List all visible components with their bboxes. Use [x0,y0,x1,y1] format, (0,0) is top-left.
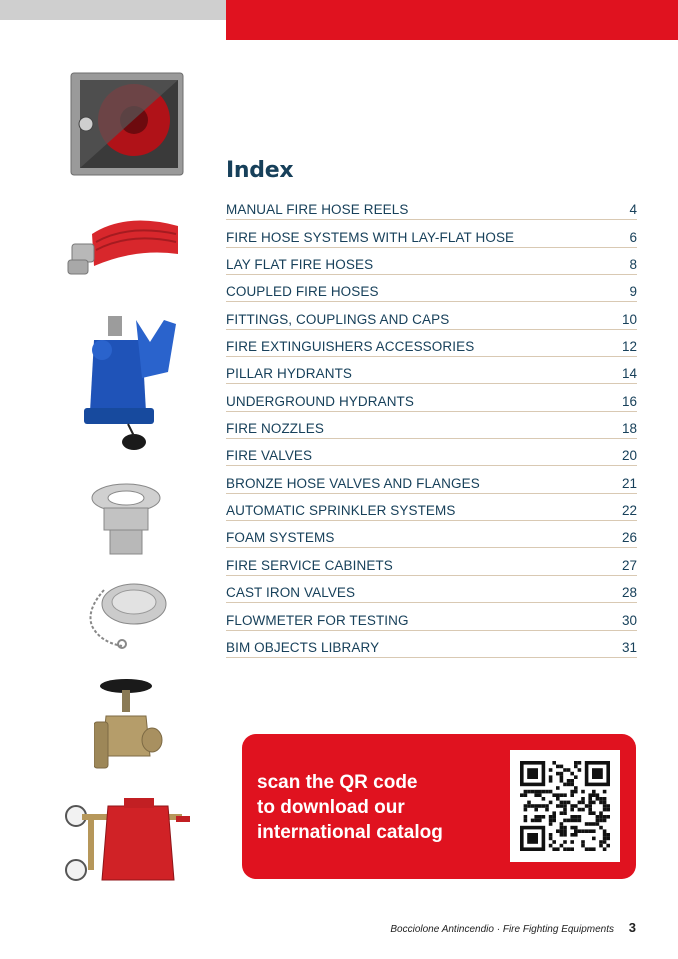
index-entry[interactable] [226,439,637,466]
index-list [226,193,637,658]
index-entry-page: 31 [621,639,637,655]
index-entry-label: BRONZE HOSE VALVES AND FLANGES [226,475,480,491]
index-entry[interactable] [226,193,637,220]
qr-banner[interactable] [242,734,636,879]
index-entry-page: 30 [621,612,637,628]
index-entry-label: FIRE SERVICE CABINETS [226,557,393,573]
header-red-bar [226,0,678,40]
index-entry-page: 18 [621,421,637,437]
index-entry[interactable] [226,275,637,302]
index-entry-page: 8 [629,257,637,273]
index-entry-label: FITTINGS, COUPLINGS AND CAPS [226,311,450,327]
globe-valve-image [94,676,164,774]
storz-coupling-image [90,482,162,558]
index-entry-page: 12 [621,339,637,355]
qr-banner-line1: scan the QR code [257,772,418,793]
index-entry-label: BIM OBJECTS LIBRARY [226,639,380,655]
index-entry[interactable] [226,494,637,521]
index-entry-label: FIRE EXTINGUISHERS ACCESSORIES [226,339,475,355]
qr-banner-line3: international catalog [257,822,443,843]
pillar-hydrant-image [84,312,180,458]
index-entry-label: FIRE HOSE SYSTEMS WITH LAY-FLAT HOSE [226,229,515,245]
index-entry-label: PILLAR HYDRANTS [226,366,353,382]
index-entry[interactable] [226,384,637,411]
index-entry[interactable] [226,548,637,575]
index-entry[interactable] [226,302,637,329]
lay-flat-hose-image [66,208,182,282]
index-entry-label: FLOWMETER FOR TESTING [226,612,409,628]
index-entry-label: MANUAL FIRE HOSE REELS [226,202,409,218]
index-entry-page: 16 [621,393,637,409]
index-entry-page: 22 [621,503,637,519]
index-entry-label: AUTOMATIC SPRINKLER SYSTEMS [226,503,456,519]
sprinkler-alarm-valve-image [64,796,192,888]
index-entry-label: LAY FLAT FIRE HOSES [226,257,374,273]
index-entry[interactable] [226,412,637,439]
index-entry-page: 6 [629,229,637,245]
footer-text: Bocciolone Antincendio · Fire Fighting Equipments [390,924,614,935]
index-entry[interactable] [226,357,637,384]
index-entry[interactable] [226,603,637,630]
index-entry[interactable] [226,330,637,357]
index-entry-label: FIRE VALVES [226,448,313,464]
index-entry-page: 4 [629,202,637,218]
coupling-cap-with-chain-image [82,580,168,652]
index-entry[interactable] [226,521,637,548]
index-entry[interactable] [226,576,637,603]
index-entry-page: 20 [621,448,637,464]
index-entry-label: FOAM SYSTEMS [226,530,335,546]
index-entry-page: 10 [621,311,637,327]
index-entry-label: UNDERGROUND HYDRANTS [226,393,415,409]
index-entry-label: FIRE NOZZLES [226,421,324,437]
index-entry-page: 26 [621,530,637,546]
index-entry-label: CAST IRON VALVES [226,585,356,601]
index-entry-label: COUPLED FIRE HOSES [226,284,379,300]
index-entry-page: 27 [621,557,637,573]
index-entry-page: 9 [629,284,637,300]
index-entry[interactable] [226,466,637,493]
index-entry[interactable] [226,248,637,275]
index-entry-page: 21 [621,475,637,491]
hose-reel-cabinet-image [70,72,185,176]
index-entry[interactable] [226,631,637,658]
index-entry-page: 14 [621,366,637,382]
index-title: Index [226,158,294,183]
page-number: 3 [628,920,636,935]
index-entry[interactable] [226,220,637,247]
header-grey-bar [0,0,226,20]
index-entry-page: 28 [621,585,637,601]
qr-code[interactable] [510,750,620,862]
qr-banner-line2: to download our [257,797,405,818]
